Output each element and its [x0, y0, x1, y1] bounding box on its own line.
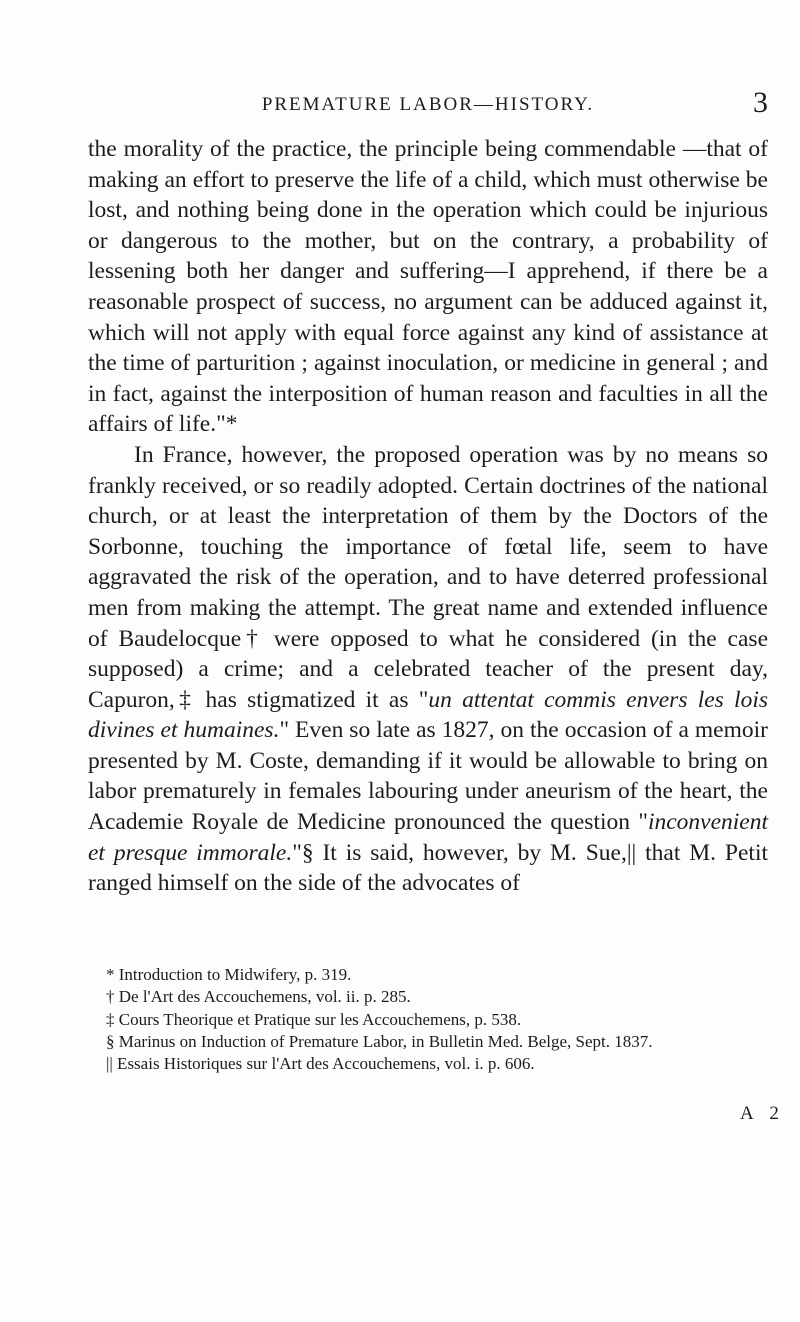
footnote: ‡ Cours Theorique et Pratique sur les Accouchemens, p. 538.	[106, 1009, 522, 1029]
footnote: † De l'Art des Accouchemens, vol. ii. p. 285.	[106, 987, 411, 1007]
running-head: PREMATURE LABOR—HISTORY.	[261, 94, 595, 115]
footnote: § Marinus on Induction of Premature Labor, in Bulletin Med. Belge, Sept. 1837.	[106, 1031, 653, 1051]
footnote: * Introduction to Midwifery, p. 319.	[106, 965, 352, 984]
footnote: || Essais Historiques sur l'Art des Accouchemens, vol. i. p. 606.	[106, 1054, 535, 1074]
paragraph-text: " Even so late as 1827, on the occasion of a memoir presented by M. Coste, demanding if it would be allowable to bring on labor prematurely in females labouring under aneurism of the heart, the Academie Royale de Medicine pronounced the question "	[88, 717, 768, 836]
footnotes	[88, 964, 768, 1075]
body-text	[88, 134, 768, 899]
paragraph-text: "§ It is said, however, by M. Sue,|| that M. Petit ranged himself on the side of the advocates of	[88, 839, 768, 897]
page-header	[88, 86, 768, 122]
paragraph-text: the morality of the practice, the principle being commendable —that of making an effort to preserve the life of a child, which must otherwise be lost, and nothing being done in the operation which could be injurious or dangerous to the mother, but on the contrary, a probability of lessening both her danger and suffering—I apprehend, if there be a reasonable prospect of success, no argument can be adduced against it, which will not apply with equal force against any kind of assistance at the time of parturition ; against inoculation, or medicine in general ; and in fact, against the interposition of human reason and faculties in all the affairs of life."*	[88, 136, 768, 438]
paragraph-france	[88, 440, 768, 899]
page-number: 3	[753, 86, 768, 119]
signature-mark: A 2	[740, 1103, 785, 1124]
paragraph-text: In France, however, the proposed operation was by no means so frankly received, or so readily adopted. Certain doctrines of the national church, or at least the interpretation of them by the Doctors of the Sorbonne, touching the importance of fœtal life, seem to have aggravated the risk of the operation, and to have deterred professional men from making the attempt. The great name and extended influence of Baudelocque† were opposed to what he considered (in the case supposed) a crime; and a celebrated teacher of the present day, Capuron,‡ has stigmatized it as "	[88, 441, 768, 713]
italic-quote: un attentat commis envers les lois divines et humaines.	[88, 686, 768, 744]
italic-quote: inconvenient et presque immorale.	[88, 809, 768, 866]
paragraph-continued	[88, 134, 768, 440]
